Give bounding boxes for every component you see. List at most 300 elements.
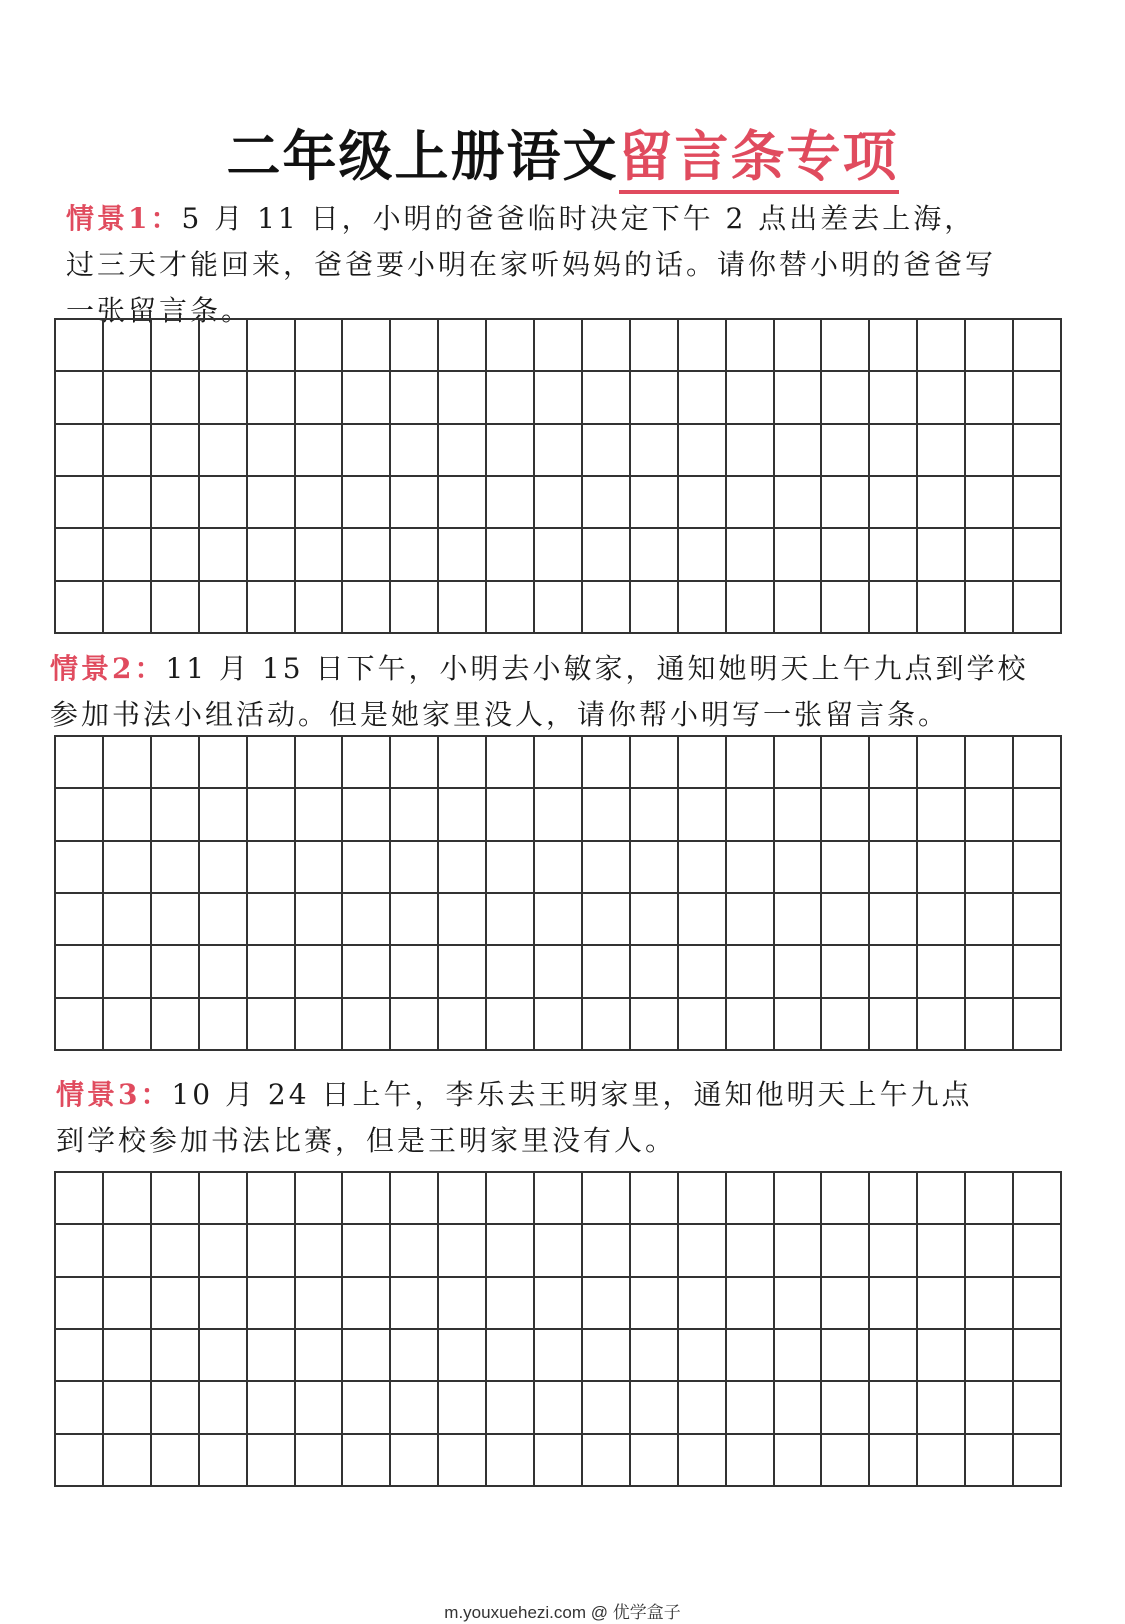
grid-cell[interactable] [152,477,200,529]
grid-cell[interactable] [631,1225,679,1277]
grid-cell[interactable] [391,1173,439,1225]
grid-cell[interactable] [966,582,1014,634]
grid-cell[interactable] [1014,946,1062,998]
grid-cell[interactable] [439,1435,487,1487]
grid-cell[interactable] [296,1173,344,1225]
grid-cell[interactable] [296,1225,344,1277]
grid-cell[interactable] [631,1330,679,1382]
grid-cell[interactable] [343,842,391,894]
grid-cell[interactable] [918,1173,966,1225]
grid-cell[interactable] [535,842,583,894]
grid-cell[interactable] [1014,529,1062,581]
grid-cell[interactable] [727,1278,775,1330]
grid-cell[interactable] [200,1330,248,1382]
grid-cell[interactable] [296,842,344,894]
grid-cell[interactable] [343,894,391,946]
grid-cell[interactable] [343,372,391,424]
grid-cell[interactable] [248,946,296,998]
grid-cell[interactable] [966,1225,1014,1277]
grid-cell[interactable] [679,894,727,946]
grid-cell[interactable] [152,894,200,946]
grid-cell[interactable] [583,320,631,372]
grid-cell[interactable] [727,894,775,946]
grid-cell[interactable] [439,372,487,424]
grid-cell[interactable] [248,1435,296,1487]
grid-cell[interactable] [1014,1278,1062,1330]
grid-cell[interactable] [391,477,439,529]
grid-cell[interactable] [870,894,918,946]
grid-cell[interactable] [343,999,391,1051]
grid-cell[interactable] [104,477,152,529]
grid-cell[interactable] [631,372,679,424]
grid-cell[interactable] [535,999,583,1051]
grid-cell[interactable] [200,1278,248,1330]
grid-cell[interactable] [727,946,775,998]
grid-cell[interactable] [966,477,1014,529]
grid-cell[interactable] [822,789,870,841]
grid-cell[interactable] [248,789,296,841]
grid-cell[interactable] [439,1173,487,1225]
grid-cell[interactable] [487,1382,535,1434]
grid-cell[interactable] [1014,1435,1062,1487]
grid-cell[interactable] [296,789,344,841]
grid-cell[interactable] [391,425,439,477]
grid-cell[interactable] [631,1382,679,1434]
grid-cell[interactable] [343,1330,391,1382]
grid-cell[interactable] [727,1330,775,1382]
grid-cell[interactable] [775,1278,823,1330]
grid-cell[interactable] [535,1278,583,1330]
grid-cell[interactable] [296,529,344,581]
grid-cell[interactable] [296,1382,344,1434]
grid-cell[interactable] [918,1278,966,1330]
grid-cell[interactable] [391,529,439,581]
grid-cell[interactable] [870,529,918,581]
grid-cell[interactable] [439,1278,487,1330]
grid-cell[interactable] [966,737,1014,789]
grid-cell[interactable] [56,320,104,372]
grid-cell[interactable] [822,894,870,946]
grid-cell[interactable] [583,894,631,946]
grid-cell[interactable] [200,529,248,581]
grid-cell[interactable] [343,1382,391,1434]
grid-cell[interactable] [966,372,1014,424]
grid-cell[interactable] [583,1330,631,1382]
grid-cell[interactable] [152,1225,200,1277]
grid-cell[interactable] [631,737,679,789]
grid-cell[interactable] [296,1330,344,1382]
grid-cell[interactable] [727,529,775,581]
grid-cell[interactable] [775,1173,823,1225]
grid-cell[interactable] [200,425,248,477]
grid-cell[interactable] [56,1435,104,1487]
grid-cell[interactable] [966,1382,1014,1434]
grid-cell[interactable] [631,529,679,581]
grid-cell[interactable] [152,529,200,581]
grid-cell[interactable] [200,1173,248,1225]
grid-cell[interactable] [870,1225,918,1277]
grid-cell[interactable] [296,425,344,477]
grid-cell[interactable] [200,999,248,1051]
grid-cell[interactable] [487,1330,535,1382]
grid-cell[interactable] [391,894,439,946]
grid-cell[interactable] [631,999,679,1051]
grid-cell[interactable] [391,999,439,1051]
grid-cell[interactable] [391,320,439,372]
grid-cell[interactable] [343,789,391,841]
grid-cell[interactable] [966,842,1014,894]
grid-cell[interactable] [248,582,296,634]
grid-cell[interactable] [870,477,918,529]
grid-cell[interactable] [391,1382,439,1434]
grid-cell[interactable] [822,320,870,372]
grid-cell[interactable] [631,477,679,529]
grid-cell[interactable] [487,1435,535,1487]
grid-cell[interactable] [822,372,870,424]
grid-cell[interactable] [918,999,966,1051]
grid-cell[interactable] [487,320,535,372]
grid-cell[interactable] [583,582,631,634]
grid-cell[interactable] [343,737,391,789]
grid-cell[interactable] [1014,789,1062,841]
grid-cell[interactable] [775,1225,823,1277]
grid-cell[interactable] [775,946,823,998]
grid-cell[interactable] [104,946,152,998]
grid-cell[interactable] [631,842,679,894]
grid-cell[interactable] [870,789,918,841]
grid-cell[interactable] [439,842,487,894]
grid-cell[interactable] [439,894,487,946]
grid-cell[interactable] [679,842,727,894]
grid-cell[interactable] [439,999,487,1051]
grid-cell[interactable] [583,1173,631,1225]
grid-cell[interactable] [439,529,487,581]
grid-cell[interactable] [248,1330,296,1382]
grid-cell[interactable] [487,425,535,477]
grid-cell[interactable] [918,582,966,634]
grid-cell[interactable] [391,789,439,841]
grid-cell[interactable] [679,320,727,372]
grid-cell[interactable] [248,477,296,529]
grid-cell[interactable] [343,1278,391,1330]
writing-grid-1[interactable] [54,318,1062,634]
grid-cell[interactable] [487,372,535,424]
grid-cell[interactable] [535,320,583,372]
grid-cell[interactable] [679,1382,727,1434]
grid-cell[interactable] [487,1278,535,1330]
grid-cell[interactable] [56,1382,104,1434]
grid-cell[interactable] [1014,372,1062,424]
grid-cell[interactable] [631,946,679,998]
grid-cell[interactable] [152,1382,200,1434]
grid-cell[interactable] [1014,477,1062,529]
grid-cell[interactable] [152,320,200,372]
grid-cell[interactable] [775,842,823,894]
grid-cell[interactable] [343,529,391,581]
grid-cell[interactable] [200,582,248,634]
grid-cell[interactable] [775,529,823,581]
grid-cell[interactable] [727,477,775,529]
grid-cell[interactable] [439,946,487,998]
grid-cell[interactable] [870,842,918,894]
grid-cell[interactable] [679,582,727,634]
grid-cell[interactable] [296,1278,344,1330]
grid-cell[interactable] [56,999,104,1051]
grid-cell[interactable] [918,1330,966,1382]
grid-cell[interactable] [918,320,966,372]
grid-cell[interactable] [1014,1225,1062,1277]
grid-cell[interactable] [822,946,870,998]
grid-cell[interactable] [391,1435,439,1487]
grid-cell[interactable] [487,999,535,1051]
grid-cell[interactable] [343,946,391,998]
grid-cell[interactable] [391,1330,439,1382]
grid-cell[interactable] [56,1225,104,1277]
grid-cell[interactable] [535,1330,583,1382]
grid-cell[interactable] [727,1382,775,1434]
grid-cell[interactable] [918,1225,966,1277]
grid-cell[interactable] [822,737,870,789]
grid-cell[interactable] [56,1330,104,1382]
grid-cell[interactable] [1014,1382,1062,1434]
grid-cell[interactable] [104,1173,152,1225]
grid-cell[interactable] [487,842,535,894]
grid-cell[interactable] [583,529,631,581]
grid-cell[interactable] [200,789,248,841]
grid-cell[interactable] [966,1173,1014,1225]
grid-cell[interactable] [727,582,775,634]
grid-cell[interactable] [679,737,727,789]
grid-cell[interactable] [104,1382,152,1434]
grid-cell[interactable] [104,1330,152,1382]
grid-cell[interactable] [535,1173,583,1225]
grid-cell[interactable] [870,582,918,634]
grid-cell[interactable] [679,425,727,477]
grid-cell[interactable] [248,894,296,946]
grid-cell[interactable] [104,372,152,424]
grid-cell[interactable] [775,789,823,841]
grid-cell[interactable] [104,425,152,477]
grid-cell[interactable] [775,737,823,789]
grid-cell[interactable] [822,1330,870,1382]
grid-cell[interactable] [966,529,1014,581]
grid-cell[interactable] [1014,1330,1062,1382]
grid-cell[interactable] [966,320,1014,372]
grid-cell[interactable] [56,842,104,894]
grid-cell[interactable] [343,1225,391,1277]
grid-cell[interactable] [870,1278,918,1330]
grid-cell[interactable] [918,1382,966,1434]
grid-cell[interactable] [583,999,631,1051]
grid-cell[interactable] [343,1435,391,1487]
grid-cell[interactable] [631,894,679,946]
grid-cell[interactable] [152,1278,200,1330]
grid-cell[interactable] [439,1225,487,1277]
grid-cell[interactable] [439,1330,487,1382]
grid-cell[interactable] [56,372,104,424]
grid-cell[interactable] [775,582,823,634]
grid-cell[interactable] [152,582,200,634]
grid-cell[interactable] [104,789,152,841]
grid-cell[interactable] [918,789,966,841]
grid-cell[interactable] [1014,320,1062,372]
grid-cell[interactable] [248,842,296,894]
grid-cell[interactable] [679,477,727,529]
grid-cell[interactable] [583,1435,631,1487]
grid-cell[interactable] [966,789,1014,841]
grid-cell[interactable] [56,894,104,946]
grid-cell[interactable] [966,999,1014,1051]
grid-cell[interactable] [918,1435,966,1487]
grid-cell[interactable] [966,1278,1014,1330]
grid-cell[interactable] [535,946,583,998]
grid-cell[interactable] [727,1435,775,1487]
grid-cell[interactable] [822,1278,870,1330]
grid-cell[interactable] [535,894,583,946]
grid-cell[interactable] [152,999,200,1051]
grid-cell[interactable] [152,1330,200,1382]
grid-cell[interactable] [296,946,344,998]
grid-cell[interactable] [487,529,535,581]
grid-cell[interactable] [583,372,631,424]
grid-cell[interactable] [727,789,775,841]
grid-cell[interactable] [631,1435,679,1487]
grid-cell[interactable] [679,1225,727,1277]
grid-cell[interactable] [1014,582,1062,634]
grid-cell[interactable] [487,946,535,998]
grid-cell[interactable] [248,1173,296,1225]
grid-cell[interactable] [535,789,583,841]
grid-cell[interactable] [535,582,583,634]
grid-cell[interactable] [583,425,631,477]
grid-cell[interactable] [727,320,775,372]
grid-cell[interactable] [248,1278,296,1330]
grid-cell[interactable] [535,425,583,477]
grid-cell[interactable] [296,320,344,372]
grid-cell[interactable] [296,372,344,424]
grid-cell[interactable] [104,999,152,1051]
writing-grid-2[interactable] [54,735,1062,1051]
grid-cell[interactable] [631,1173,679,1225]
grid-cell[interactable] [679,1330,727,1382]
grid-cell[interactable] [56,582,104,634]
grid-cell[interactable] [152,372,200,424]
grid-cell[interactable] [918,425,966,477]
grid-cell[interactable] [391,842,439,894]
grid-cell[interactable] [104,529,152,581]
grid-cell[interactable] [1014,1173,1062,1225]
grid-cell[interactable] [870,1173,918,1225]
grid-cell[interactable] [870,372,918,424]
grid-cell[interactable] [918,842,966,894]
grid-cell[interactable] [583,946,631,998]
grid-cell[interactable] [966,894,1014,946]
grid-cell[interactable] [631,789,679,841]
grid-cell[interactable] [966,1435,1014,1487]
grid-cell[interactable] [439,425,487,477]
grid-cell[interactable] [343,425,391,477]
grid-cell[interactable] [1014,737,1062,789]
grid-cell[interactable] [535,372,583,424]
grid-cell[interactable] [56,425,104,477]
grid-cell[interactable] [152,946,200,998]
grid-cell[interactable] [56,946,104,998]
grid-cell[interactable] [583,477,631,529]
grid-cell[interactable] [870,1382,918,1434]
grid-cell[interactable] [439,582,487,634]
grid-cell[interactable] [870,425,918,477]
grid-cell[interactable] [775,372,823,424]
grid-cell[interactable] [535,1225,583,1277]
grid-cell[interactable] [152,1435,200,1487]
grid-cell[interactable] [56,529,104,581]
grid-cell[interactable] [56,1173,104,1225]
grid-cell[interactable] [248,1225,296,1277]
grid-cell[interactable] [248,529,296,581]
grid-cell[interactable] [1014,842,1062,894]
grid-cell[interactable] [727,999,775,1051]
grid-cell[interactable] [296,582,344,634]
grid-cell[interactable] [822,1225,870,1277]
grid-cell[interactable] [439,477,487,529]
grid-cell[interactable] [104,1278,152,1330]
grid-cell[interactable] [822,999,870,1051]
grid-cell[interactable] [822,1435,870,1487]
grid-cell[interactable] [918,894,966,946]
grid-cell[interactable] [104,1225,152,1277]
grid-cell[interactable] [200,1435,248,1487]
grid-cell[interactable] [152,425,200,477]
grid-cell[interactable] [535,737,583,789]
grid-cell[interactable] [104,737,152,789]
grid-cell[interactable] [775,1330,823,1382]
grid-cell[interactable] [679,999,727,1051]
grid-cell[interactable] [775,425,823,477]
grid-cell[interactable] [775,999,823,1051]
grid-cell[interactable] [535,1435,583,1487]
grid-cell[interactable] [200,1382,248,1434]
grid-cell[interactable] [775,894,823,946]
grid-cell[interactable] [583,1278,631,1330]
grid-cell[interactable] [248,372,296,424]
grid-cell[interactable] [870,737,918,789]
grid-cell[interactable] [56,789,104,841]
grid-cell[interactable] [487,894,535,946]
grid-cell[interactable] [822,842,870,894]
grid-cell[interactable] [679,789,727,841]
grid-cell[interactable] [870,320,918,372]
grid-cell[interactable] [727,1173,775,1225]
grid-cell[interactable] [631,425,679,477]
grid-cell[interactable] [583,789,631,841]
grid-cell[interactable] [391,737,439,789]
grid-cell[interactable] [248,320,296,372]
grid-cell[interactable] [822,477,870,529]
grid-cell[interactable] [1014,999,1062,1051]
grid-cell[interactable] [918,477,966,529]
grid-cell[interactable] [56,477,104,529]
grid-cell[interactable] [343,582,391,634]
grid-cell[interactable] [583,1225,631,1277]
grid-cell[interactable] [775,1382,823,1434]
grid-cell[interactable] [104,582,152,634]
grid-cell[interactable] [439,737,487,789]
grid-cell[interactable] [583,842,631,894]
grid-cell[interactable] [727,842,775,894]
grid-cell[interactable] [248,425,296,477]
grid-cell[interactable] [631,1278,679,1330]
grid-cell[interactable] [391,372,439,424]
